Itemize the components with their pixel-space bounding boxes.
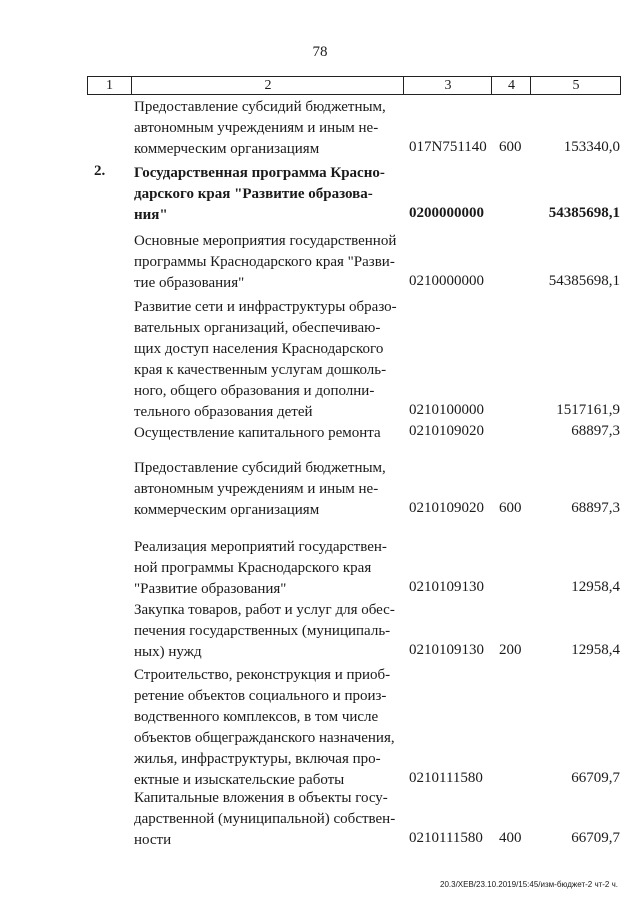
row-description	[134, 297, 402, 423]
description-line: объектов общегражданского назначения,	[134, 730, 395, 746]
row-description	[134, 600, 402, 663]
column-header: 1	[106, 78, 113, 93]
column-header-row	[87, 76, 621, 95]
description-line: ности	[134, 832, 172, 848]
column-header: 3	[403, 77, 492, 94]
description-line: Строительство, реконструкция и приоб-	[134, 667, 391, 683]
target-article-code: 0210100000	[409, 402, 484, 418]
description-line: тельного образования детей	[134, 404, 313, 420]
row-description	[134, 97, 402, 160]
description-line: коммерческим организациям	[134, 141, 320, 157]
row-description	[134, 537, 402, 600]
row-description	[134, 423, 402, 444]
description-line: Реализация мероприятий государствен-	[134, 539, 387, 555]
amount: 153340,0	[563, 139, 620, 155]
expense-type-code: 400	[499, 830, 522, 846]
description-line: Предоставление субсидий бюджетным,	[134, 460, 386, 476]
column-header: 5	[530, 77, 621, 94]
description-line: ного, общего образования и дополни-	[134, 383, 375, 399]
description-line: тие образования"	[134, 275, 245, 291]
description-line: щих доступ населения Краснодарского	[134, 341, 384, 357]
description-line: водственного комплексов, в том числе	[134, 709, 379, 725]
expense-type-code: 200	[499, 642, 522, 658]
description-line: жилья, инфраструктуры, включая про-	[134, 751, 381, 767]
amount: 54385698,1	[548, 205, 620, 221]
amount: 54385698,1	[548, 273, 620, 289]
row-description	[134, 163, 402, 226]
description-line: края к качественным услугам дошколь-	[134, 362, 387, 378]
description-line: Развитие сети и инфраструктуры образо-	[134, 299, 397, 315]
description-line: печения государственных (муниципаль-	[134, 623, 391, 639]
description-line: коммерческим организациям	[134, 502, 320, 518]
description-line: ретение объектов социального и произ-	[134, 688, 387, 704]
row-description	[134, 231, 402, 294]
description-line: программы Краснодарского края "Разви-	[134, 254, 395, 270]
description-line: автономным учреждениям и иным не-	[134, 481, 379, 497]
row-number: 2.	[94, 163, 106, 179]
target-article-code: 0210109020	[409, 423, 484, 439]
amount: 68897,3	[571, 423, 620, 439]
description-line: Осуществление капитального ремонта	[134, 425, 381, 441]
footer-stamp: 20.3/ХЕВ/23.10.2019/15:45/изм-бюджет-2 чт-2 ч.	[440, 880, 618, 889]
target-article-code: 0210111580	[409, 770, 483, 786]
description-line: Предоставление субсидий бюджетным,	[134, 99, 386, 115]
row-description	[134, 665, 402, 791]
description-line: дарственной (муниципальной) собствен-	[134, 811, 396, 827]
amount: 68897,3	[571, 500, 620, 516]
description-line: автономным учреждениям и иным не-	[134, 120, 379, 136]
row-description	[134, 458, 402, 521]
description-line: Основные мероприятия государственной	[134, 233, 397, 249]
target-article-code: 0210109130	[409, 579, 484, 595]
row-description	[134, 788, 402, 851]
description-line: Закупка товаров, работ и услуг для обес-	[134, 602, 395, 618]
target-article-code: 0200000000	[409, 205, 484, 221]
description-line: дарского края "Развитие образова-	[134, 186, 373, 202]
description-line: ния"	[134, 207, 168, 223]
description-line: вательных организаций, обеспечиваю-	[134, 320, 381, 336]
target-article-code: 0210109020	[409, 500, 484, 516]
amount: 12958,4	[571, 579, 620, 595]
description-line: "Развитие образования"	[134, 581, 287, 597]
expense-type-code: 600	[499, 139, 522, 155]
amount: 66709,7	[571, 830, 620, 846]
target-article-code: 0210109130	[409, 642, 484, 658]
description-line: Капитальные вложения в объекты госу-	[134, 790, 388, 806]
description-line: ной программы Краснодарского края	[134, 560, 372, 576]
description-line: Государственная программа Красно-	[134, 165, 385, 181]
target-article-code: 0210000000	[409, 273, 484, 289]
column-header: 4	[491, 77, 531, 94]
description-line: ектные и изыскательские работы	[134, 772, 345, 788]
description-line: ных) нужд	[134, 644, 202, 660]
column-header: 2	[131, 77, 404, 94]
amount: 12958,4	[571, 642, 620, 658]
amount: 1517161,9	[556, 402, 620, 418]
expense-type-code: 600	[499, 500, 522, 516]
amount: 66709,7	[571, 770, 620, 786]
page-number: 78	[312, 44, 328, 60]
target-article-code: 0210111580	[409, 830, 483, 846]
target-article-code: 017N751140	[409, 139, 487, 155]
